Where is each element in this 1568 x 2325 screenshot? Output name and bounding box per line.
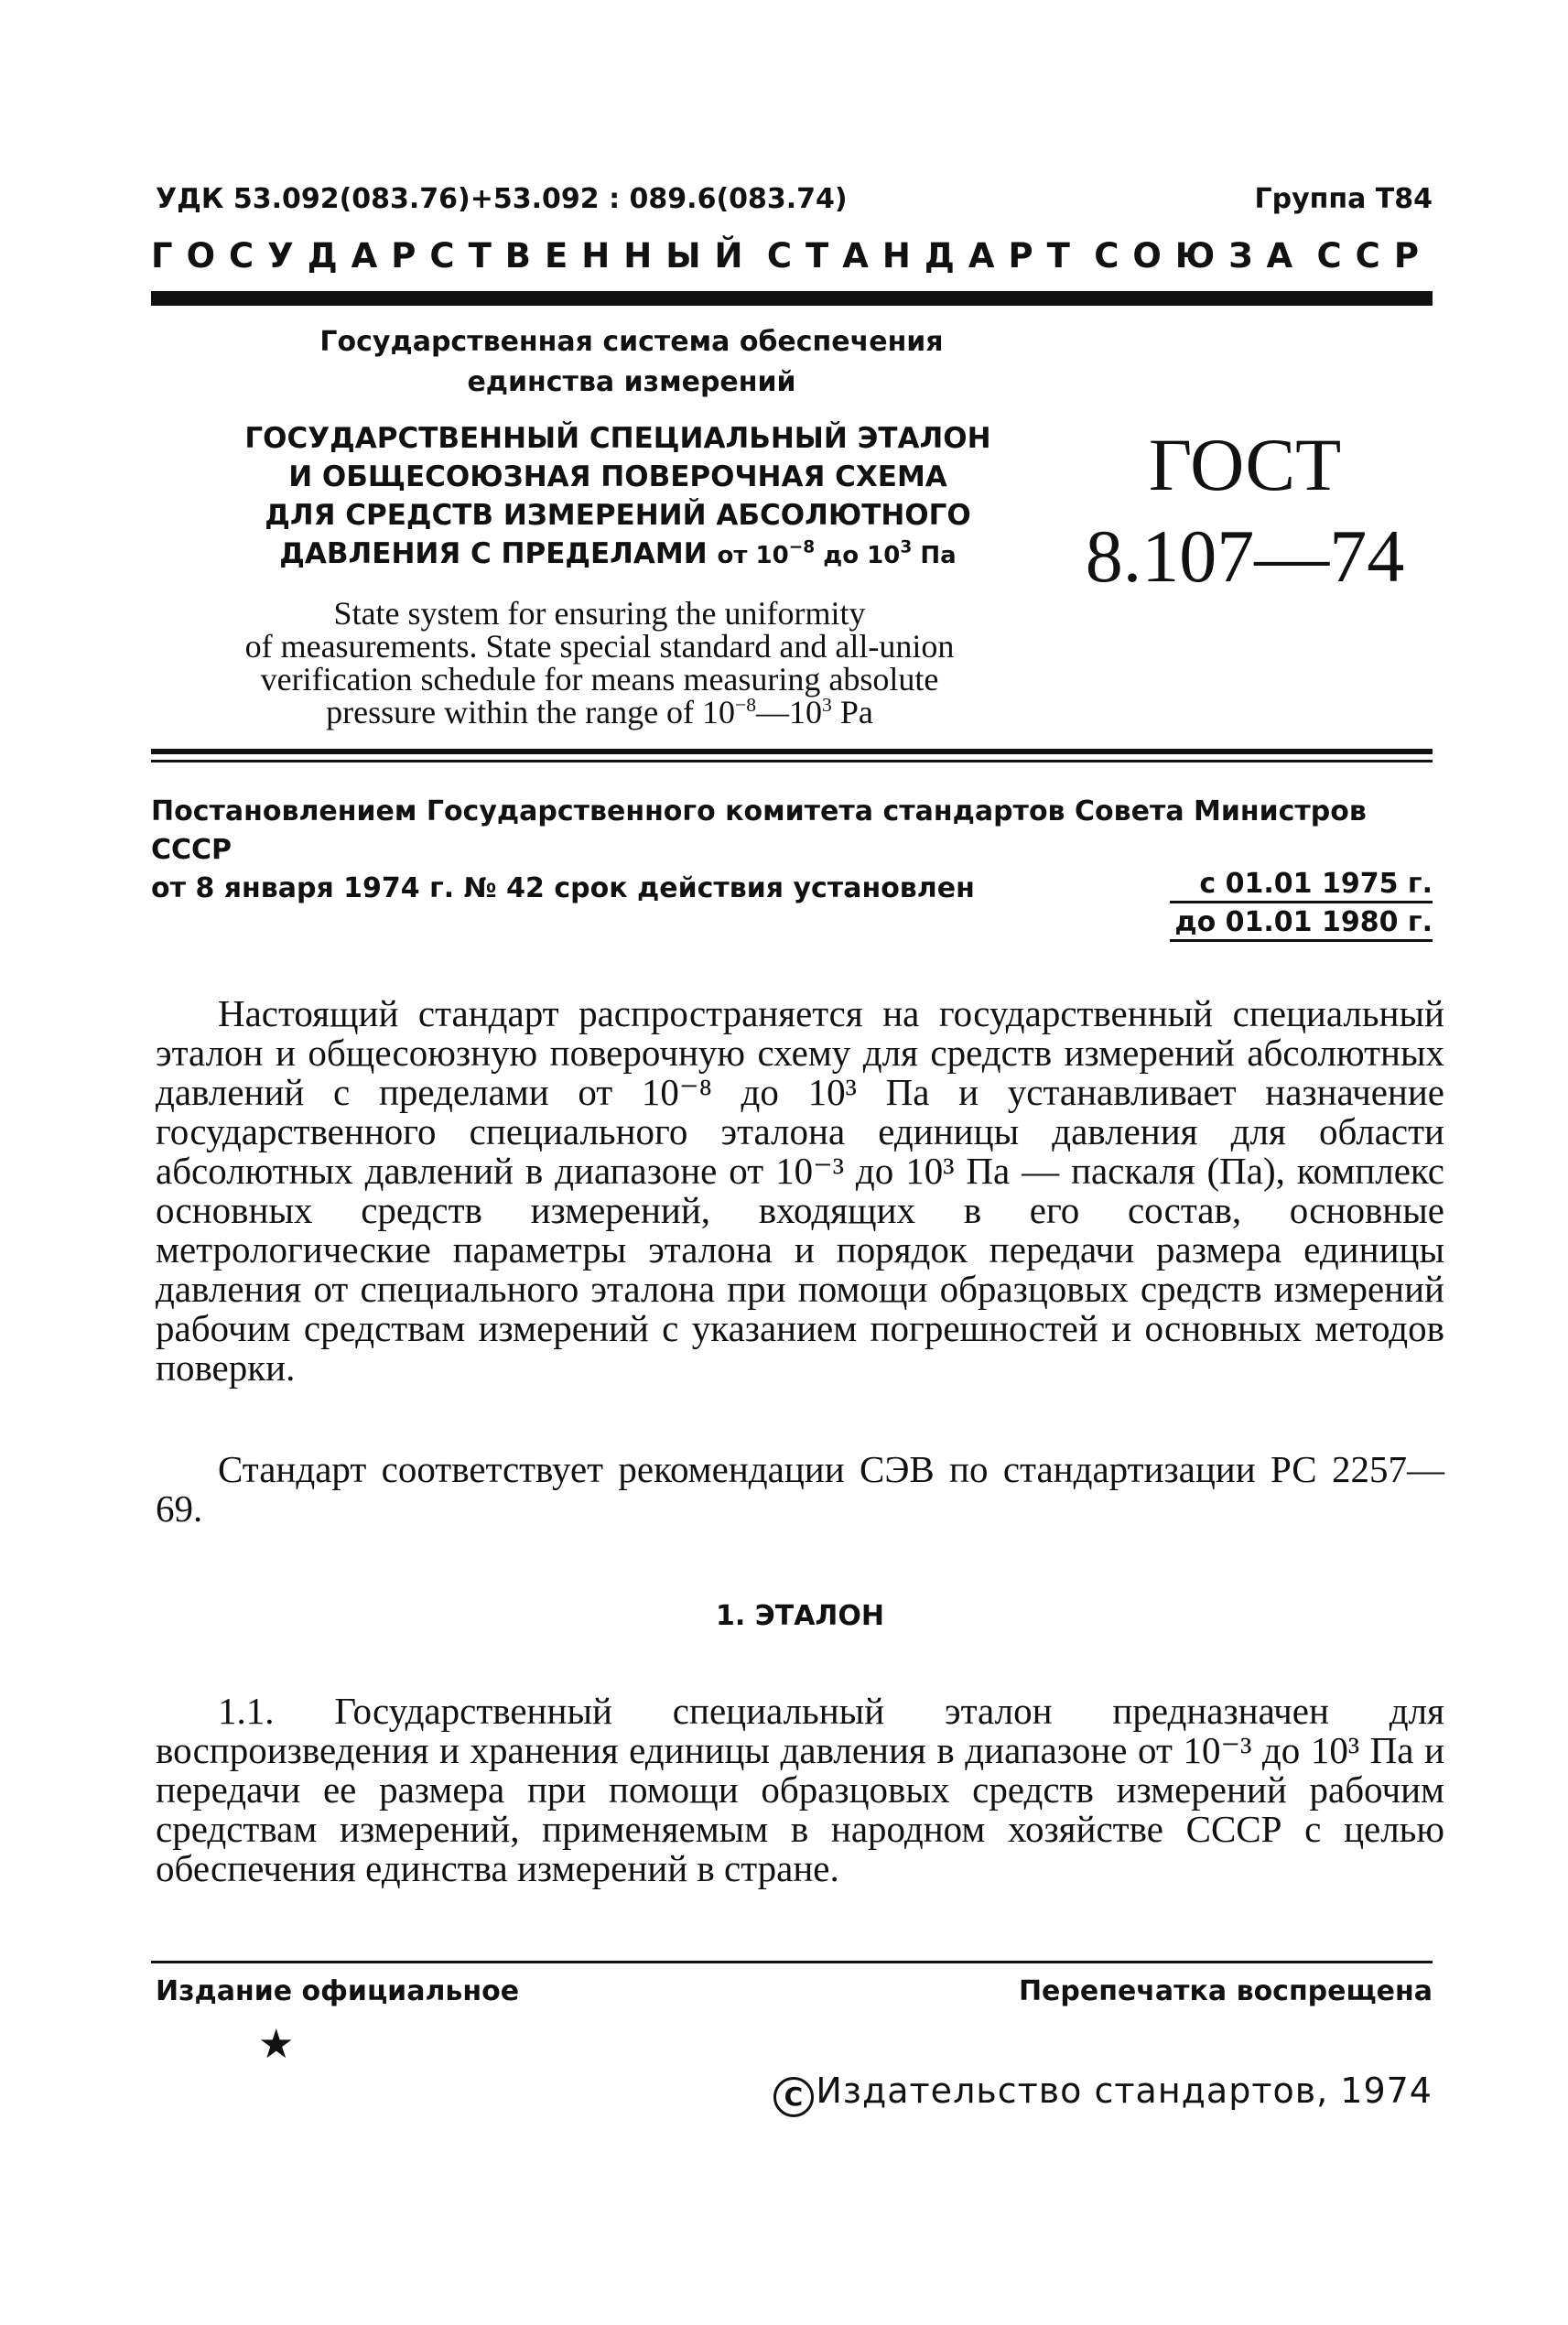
system-subtitle: [293, 322, 970, 403]
english-line-4-pre: pressure within the range of 10: [326, 694, 736, 730]
english-line-1: State system for ensuring the uniformity: [333, 595, 866, 632]
effective-from-date: с 01.01 1975 г.: [1199, 868, 1433, 900]
title-rule-thick: [151, 749, 1433, 754]
english-line-4-unit: Pa: [831, 694, 873, 730]
title-line-3: ДЛЯ СРЕДСТВ ИЗМЕРЕНИЙ АБСОЛЮТНОГО: [265, 499, 971, 532]
title-line-2: И ОБЩЕСОЮЗНАЯ ПОВЕРОЧНАЯ СХЕМА: [288, 460, 947, 493]
decree-line-2: от 8 января 1974 г. № 42 срок действия установлен: [151, 872, 975, 904]
banner-word-3: СОЮЗА: [1094, 236, 1307, 276]
english-line-3: verification schedule for means measuring absolute: [260, 661, 939, 698]
udk-code: УДК 53.092(083.76)+53.092 : 089.6(083.74): [156, 183, 848, 215]
english-line-2: of measurements. State special standard and all-union: [244, 628, 955, 665]
title-line-4-range: от 10: [717, 542, 789, 569]
title-line-4-mid: до 10: [815, 542, 901, 569]
official-edition-label: Издание официальное: [156, 1975, 520, 2007]
title-line-1: ГОСУДАРСТВЕННЫЙ СПЕЦИАЛЬНЫЙ ЭТАЛОН: [244, 422, 991, 455]
title-rule-thin: [151, 760, 1433, 762]
date-underline-2: [1170, 939, 1433, 942]
english-exp-2: 3: [822, 694, 832, 716]
document-title: [211, 419, 1025, 575]
title-line-4-pre: ДАВЛЕНИЯ С ПРЕДЕЛАМИ: [279, 537, 708, 570]
date-underline-1: [1170, 901, 1433, 903]
header-rule: [151, 291, 1433, 306]
publisher-text: Издательство стандартов, 1974: [816, 2071, 1433, 2111]
section-heading: 1. ЭТАЛОН: [716, 1600, 884, 1632]
system-line-2: единства измерений: [467, 366, 796, 398]
decree-line-1: Постановлением Государственного комитета стандартов Совета Министров СССР: [151, 795, 1367, 866]
group-code: Группа Т84: [1254, 183, 1433, 215]
standard-banner: [151, 236, 1433, 276]
star-icon: ★: [258, 2022, 295, 2067]
system-line-1: Государственная система обеспечения: [319, 326, 944, 358]
banner-word-1: ГОСУДАРСТВЕННЫЙ: [151, 236, 757, 276]
copyright-icon: C: [773, 2077, 814, 2117]
title-line-4-unit: Па: [912, 542, 957, 569]
english-line-4-mid: —10: [756, 694, 823, 730]
english-exp-1: −8: [735, 694, 757, 716]
title-line-4: [211, 535, 1025, 575]
reprint-prohibited-label: Перепечатка воспрещена: [1018, 1975, 1433, 2007]
english-title: [146, 597, 1053, 729]
banner-word-4: ССР: [1316, 236, 1433, 276]
publisher-line: [773, 2071, 1433, 2117]
gost-label: ГОСТ: [1148, 423, 1342, 506]
english-line-4: [146, 696, 1053, 729]
cmea-paragraph: Стандарт соответствует рекомендации СЭВ по стандартизации РС 2257—69.: [156, 1448, 1444, 1530]
banner-word-2: СТАНДАРТ: [766, 236, 1084, 276]
effective-to-date: до 01.01 1980 г.: [1174, 906, 1433, 938]
title-exp-2: 3: [900, 537, 913, 557]
gost-number: 8.107—74: [1085, 514, 1405, 598]
intro-paragraph: Настоящий стандарт распространяется на государственный специальный эталон и общесоюзную поверочную схему для средств измерений абсолютных давлений с пределами от 10⁻⁸ до 10³ Па и устанавливает назначение государственного специального эталона единицы давления для области абсолютных давлений в диапазоне от 10⁻³ до 10³ Па — паскаля (Па), комплекс основных средств измерений, входящих в его состав, основные метрологические параметры эталона и порядок передачи размера единицы давления от специального эталона при помощи образцовых средств измерений рабочим средствам измерений с указанием погрешностей и основных методов поверки.: [156, 992, 1444, 1389]
clause-1-1: 1.1. Государственный специальный эталон предназначен для воспроизведения и хранения единицы давления в диапазоне от 10⁻³ до 10³ Па и передачи ее размера при помощи образцовых средств измерений рабочим средствам измерений, применяемым в народном хозяйстве СССР с целью обеспечения единства измерений в стране.: [156, 1690, 1444, 1889]
title-exp-1: −8: [788, 537, 816, 557]
footer-rule: [151, 1961, 1433, 1963]
